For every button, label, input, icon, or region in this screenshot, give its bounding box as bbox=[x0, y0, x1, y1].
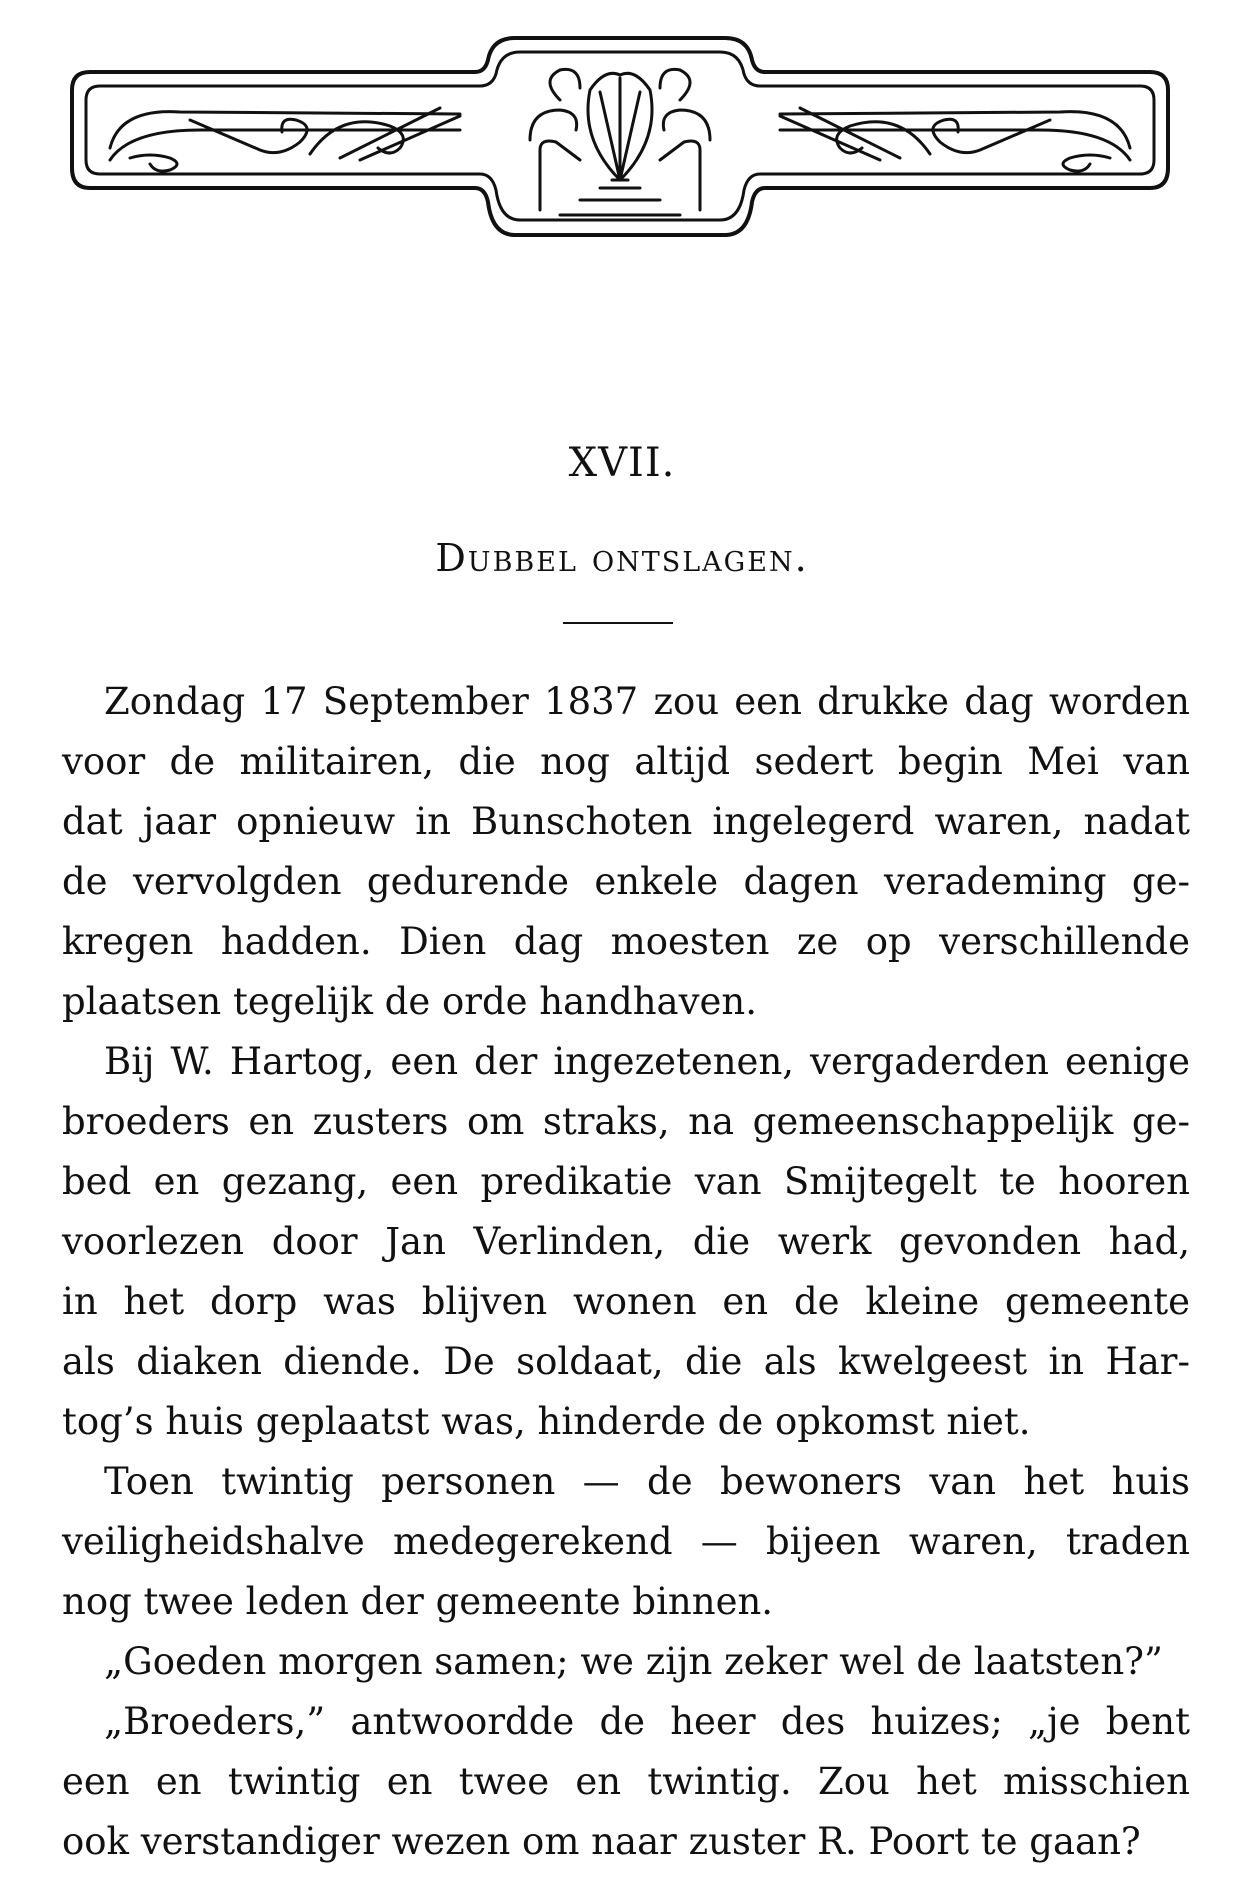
text-line: als diaken diende. De soldaat, die als kwelgeest in Har- bbox=[62, 1340, 1190, 1383]
paragraph bbox=[62, 1692, 1190, 1872]
text-line: kregen hadden. Dien dag moesten ze op verschillende bbox=[62, 920, 1190, 963]
paragraph bbox=[62, 672, 1190, 1032]
chapter-title: Dubbel ontslagen. bbox=[435, 536, 809, 580]
text-line: een en twintig en twee en twintig. Zou het misschien bbox=[62, 1760, 1190, 1803]
text-line: dat jaar opnieuw in Bunschoten ingelegerd waren, nadat bbox=[62, 800, 1190, 843]
text-line: „Broeders,” antwoordde de heer des huizes; „je bent bbox=[104, 1700, 1190, 1743]
paragraph bbox=[62, 1632, 1190, 1692]
text-line: voorlezen door Jan Verlinden, die werk gevonden had, bbox=[62, 1220, 1190, 1263]
paragraph bbox=[62, 1452, 1190, 1632]
paragraph bbox=[62, 1032, 1190, 1452]
text-line: plaatsen tegelijk de orde handhaven. bbox=[62, 980, 757, 1023]
text-line: Zondag 17 September 1837 zou een drukke dag worden bbox=[104, 680, 1190, 723]
text-line: nog twee leden der gemeente binnen. bbox=[62, 1580, 774, 1623]
text-line: tog’s huis geplaatst was, hinderde de opkomst niet. bbox=[62, 1400, 1031, 1443]
text-line: broeders en zusters om straks, na gemeenschappelijk ge- bbox=[62, 1100, 1190, 1143]
art-nouveau-ornament-icon bbox=[60, 30, 1180, 245]
text-line: Toen twintig personen — de bewoners van het huis bbox=[104, 1460, 1190, 1503]
text-line: veiligheidshalve medegerekend — bijeen waren, traden bbox=[62, 1520, 1190, 1563]
text-line: in het dorp was blijven wonen en de kleine gemeente bbox=[62, 1280, 1190, 1323]
text-line: de vervolgden gedurende enkele dagen verademing ge- bbox=[62, 860, 1190, 903]
text-line: voor de militairen, die nog altijd sedert begin Mei van bbox=[62, 740, 1190, 783]
chapter-number: XVII. bbox=[568, 440, 676, 486]
text-line: ook verstandiger wezen om naar zuster R. Poort te gaan? bbox=[62, 1820, 1141, 1863]
title-rule bbox=[563, 622, 673, 624]
chapter-text bbox=[62, 672, 1190, 1872]
text-line: bed en gezang, een predikatie van Smijtegelt te hooren bbox=[62, 1160, 1190, 1203]
text-line: Bij W. Hartog, een der ingezetenen, vergaderden eenige bbox=[104, 1040, 1190, 1083]
text-line: „Goeden morgen samen; we zijn zeker wel de laatsten?” bbox=[104, 1640, 1163, 1683]
